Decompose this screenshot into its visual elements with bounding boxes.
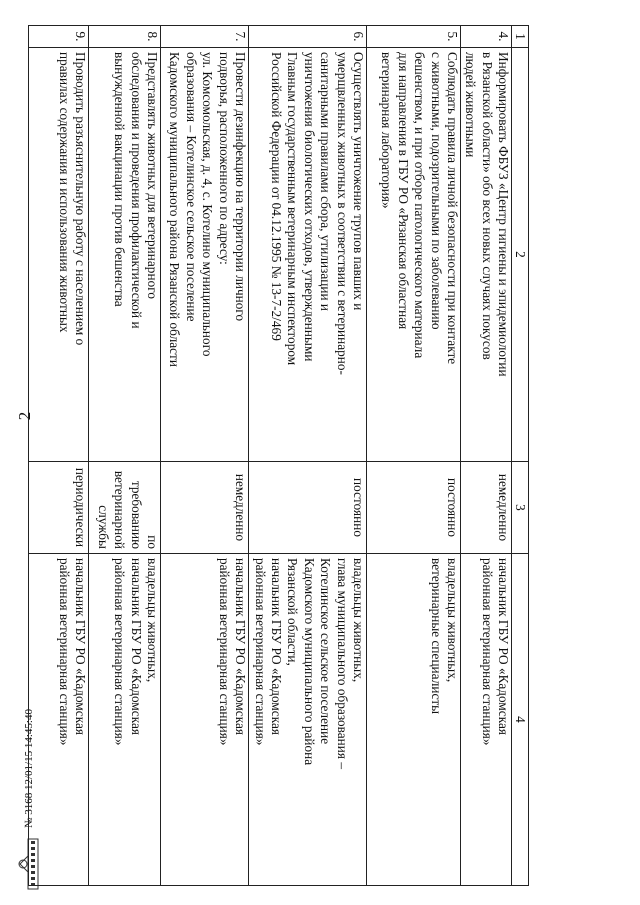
term-cell bbox=[29, 462, 89, 554]
responsible-cell-line: начальник ГБУ РО «Кадомская bbox=[73, 558, 88, 735]
table-row bbox=[249, 26, 367, 886]
row-number: 6. bbox=[249, 26, 367, 48]
responsible-cell-line: начальник ГБУ РО «Кадомская bbox=[233, 558, 248, 735]
responsible-cell-line: Кадомского муниципального района bbox=[301, 558, 317, 766]
measure-cell-line: с животными, подозрительными по заболеванию bbox=[428, 52, 444, 330]
measures-table bbox=[28, 25, 529, 886]
measure-cell-line: Информировать ФБУЗ «Центр гигиены и эпидемиологии bbox=[496, 52, 511, 377]
term-cell bbox=[249, 462, 367, 554]
responsible-cell bbox=[161, 554, 249, 886]
measure-cell bbox=[161, 48, 249, 462]
measure-cell-line: подворья, расположенного по адресу: bbox=[216, 52, 232, 265]
term-cell-line: периодически bbox=[73, 467, 88, 548]
row-number: 8. bbox=[89, 26, 161, 48]
measure-cell bbox=[367, 48, 461, 462]
measure-cell-line: в Рязанской области» обо всех новых случаях покусов bbox=[479, 52, 495, 360]
term-cell-line: постоянно bbox=[351, 477, 366, 538]
table-header-cell: 4 bbox=[512, 554, 529, 886]
responsible-cell-line: Рязанской области, bbox=[285, 558, 301, 666]
term-cell-line: немедленно bbox=[496, 473, 511, 542]
responsible-cell-line: начальник ГБУ РО «Кадомская bbox=[496, 558, 511, 735]
responsible-cell-line: владельцы животных, bbox=[145, 558, 160, 683]
table-row bbox=[461, 26, 512, 886]
row-number: 4. bbox=[461, 26, 512, 48]
table-header-row bbox=[512, 26, 529, 886]
term-cell bbox=[89, 462, 161, 554]
table-row bbox=[161, 26, 249, 886]
responsible-cell-line: ветеринарные специалисты bbox=[428, 558, 444, 715]
page-number: 2 bbox=[15, 411, 34, 421]
table-header-cell: 1 bbox=[512, 26, 529, 48]
measure-cell-line: уничтожения биологических отходов, утвержденными bbox=[301, 52, 317, 362]
measure-cell bbox=[249, 48, 367, 462]
measure-cell-line: ветеринарная лаборатория» bbox=[379, 52, 395, 209]
responsible-cell-line: начальник ГБУ РО «Кадомская bbox=[128, 558, 144, 735]
measure-cell bbox=[29, 48, 89, 462]
responsible-cell bbox=[461, 554, 512, 886]
row-number: 5. bbox=[367, 26, 461, 48]
row-number: 7. bbox=[161, 26, 249, 48]
term-cell-line: ветеринарной bbox=[112, 470, 128, 549]
row-number: 9. bbox=[29, 26, 89, 48]
table-row bbox=[29, 26, 89, 886]
measure-cell-line: образования – Котелинское сельское поселение bbox=[183, 52, 199, 322]
term-cell-line: по bbox=[145, 535, 160, 549]
responsible-cell-line: начальник ГБУ РО «Кадомская bbox=[268, 558, 284, 735]
responsible-cell bbox=[249, 554, 367, 886]
measure-cell-line: Главным государственным ветеринарным инспектором bbox=[285, 52, 301, 366]
responsible-cell-line: владельцы животных, bbox=[445, 558, 460, 683]
measure-cell-line: правилах содержания и использования животных bbox=[56, 52, 72, 333]
table-header-cell: 2 bbox=[512, 48, 529, 462]
measure-cell-line: обследования и проведения профилактической и bbox=[128, 52, 144, 329]
term-cell bbox=[461, 462, 512, 554]
measure-cell-line: ул. Комсомольская, д. 4, с. Котелино муниципального bbox=[200, 52, 216, 357]
responsible-cell-line: районная ветеринарная станция» bbox=[112, 558, 128, 746]
measure-cell-line: Кадомского муниципального района Рязанской области bbox=[167, 52, 183, 367]
measure-cell-line: людей животными bbox=[463, 52, 479, 158]
table-row bbox=[89, 26, 161, 886]
measure-cell-line: вынужденной вакцинации против бешенства bbox=[112, 52, 128, 307]
responsible-cell-line: районная ветеринарная станция» bbox=[479, 558, 495, 746]
table-body bbox=[29, 26, 512, 886]
term-cell-line: постоянно bbox=[445, 477, 460, 538]
term-cell-line: требованию bbox=[128, 480, 144, 549]
measure-cell-line: Представлять животных для ветеринарного bbox=[145, 52, 160, 299]
responsible-cell-line: районная ветеринарная станция» bbox=[56, 558, 72, 746]
measure-cell bbox=[461, 48, 512, 462]
measure-cell-line: Российской Федерации от 04.12.1995 № 13-7-2/469 bbox=[268, 52, 284, 341]
measure-cell-line: санитарными правилами сбора, утилизации и bbox=[318, 52, 334, 312]
document-registration-mark: № 3168 12/01/15 14:45:40 bbox=[23, 709, 35, 828]
table-row bbox=[367, 26, 461, 886]
measure-cell bbox=[89, 48, 161, 462]
measure-cell-line: для направления в ГБУ РО «Рязанская областная bbox=[395, 52, 411, 330]
term-cell-line: службы bbox=[95, 505, 111, 549]
responsible-cell bbox=[89, 554, 161, 886]
responsible-cell-line: районная ветеринарная станция» bbox=[252, 558, 268, 746]
table-header-cell: 3 bbox=[512, 462, 529, 554]
measure-cell-line: Провести дезинфекцию на территории личного bbox=[233, 52, 248, 322]
term-cell bbox=[161, 462, 249, 554]
responsible-cell bbox=[29, 554, 89, 886]
responsible-cell bbox=[367, 554, 461, 886]
measure-cell-line: умерщвленных животных в соответствии с ветеринарно- bbox=[334, 52, 350, 375]
responsible-cell-line: районная ветеринарная станция» bbox=[216, 558, 232, 746]
responsible-cell-line: владельцы животных, bbox=[351, 558, 366, 683]
responsible-cell-line: Котелинское сельское поселение bbox=[318, 558, 334, 745]
responsible-cell-line: глава муниципального образования – bbox=[334, 558, 350, 769]
measure-cell-line: Осуществлять уничтожение трупов павших и bbox=[351, 52, 366, 311]
measure-cell-line: Соблюдать правила личной безопасности при контакте bbox=[445, 52, 460, 365]
measure-cell-line: Проводить разъяснительную работу с населением о bbox=[73, 52, 88, 346]
rotated-page-content bbox=[58, 25, 529, 885]
measure-cell-line: бешенством, и при отборе патологического материала bbox=[412, 52, 428, 359]
term-cell-line: немедленно bbox=[233, 473, 248, 542]
term-cell bbox=[367, 462, 461, 554]
